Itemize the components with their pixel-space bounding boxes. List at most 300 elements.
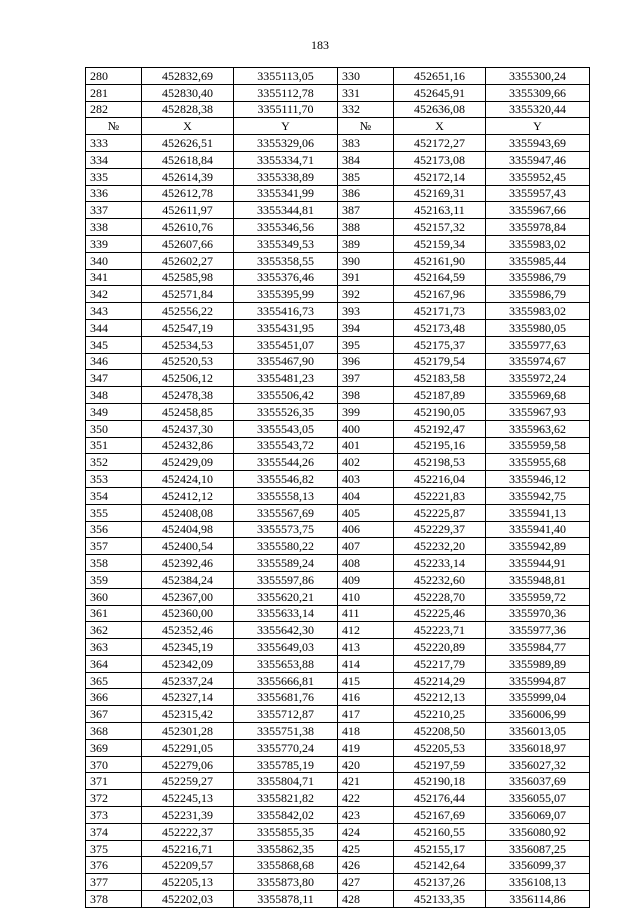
- x-left: 452614,39: [142, 168, 234, 185]
- y-left: 3355770,24: [234, 739, 338, 756]
- x-right: 452157,32: [394, 219, 486, 236]
- y-left: 3355573,75: [234, 521, 338, 538]
- x-right: 452221,83: [394, 487, 486, 504]
- point-number-right: 397: [338, 370, 394, 387]
- point-number-right: 391: [338, 269, 394, 286]
- point-number-left: 352: [86, 454, 142, 471]
- x-right: 452198,53: [394, 454, 486, 471]
- table-row: [86, 689, 590, 706]
- table-row: [86, 353, 590, 370]
- x-right: 452197,59: [394, 756, 486, 773]
- x-right: 452645,91: [394, 84, 486, 101]
- x-right: 452228,70: [394, 588, 486, 605]
- point-number-right: 402: [338, 454, 394, 471]
- table-row: [86, 672, 590, 689]
- point-number-left: 354: [86, 487, 142, 504]
- point-number-right: 406: [338, 521, 394, 538]
- point-number-left: 358: [86, 555, 142, 572]
- point-number-right: 411: [338, 605, 394, 622]
- point-number-left: 364: [86, 655, 142, 672]
- x-left: 452245,13: [142, 790, 234, 807]
- point-number-right: 384: [338, 151, 394, 168]
- header-y-right: Y: [486, 118, 590, 135]
- x-right: 452176,44: [394, 790, 486, 807]
- x-right: 452164,59: [394, 269, 486, 286]
- y-right: 3355946,12: [486, 471, 590, 488]
- point-number-right: 395: [338, 336, 394, 353]
- table-row: [86, 420, 590, 437]
- point-number-right: 389: [338, 235, 394, 252]
- y-right: 3355963,62: [486, 420, 590, 437]
- x-right: 452636,08: [394, 101, 486, 118]
- x-left: 452830,40: [142, 84, 234, 101]
- table-row: [86, 336, 590, 353]
- y-right: 3355309,66: [486, 84, 590, 101]
- x-right: 452651,16: [394, 68, 486, 85]
- y-left: 3355113,05: [234, 68, 338, 85]
- x-left: 452209,57: [142, 857, 234, 874]
- point-number-right: 419: [338, 739, 394, 756]
- point-number-right: 409: [338, 571, 394, 588]
- y-left: 3355338,89: [234, 168, 338, 185]
- x-left: 452832,69: [142, 68, 234, 85]
- point-number-left: 345: [86, 336, 142, 353]
- x-left: 452231,39: [142, 807, 234, 824]
- table-main-section: [86, 135, 590, 908]
- y-right: 3355989,89: [486, 655, 590, 672]
- y-left: 3355804,71: [234, 773, 338, 790]
- x-right: 452167,96: [394, 286, 486, 303]
- point-number-left: 346: [86, 353, 142, 370]
- point-number-left: 343: [86, 303, 142, 320]
- x-right: 452190,05: [394, 403, 486, 420]
- y-left: 3355416,73: [234, 303, 338, 320]
- point-number-right: 417: [338, 706, 394, 723]
- x-left: 452342,09: [142, 655, 234, 672]
- x-left: 452408,08: [142, 504, 234, 521]
- table-row: [86, 504, 590, 521]
- point-number-left: 335: [86, 168, 142, 185]
- x-left: 452205,13: [142, 874, 234, 891]
- point-number-left: 341: [86, 269, 142, 286]
- table-row: [86, 135, 590, 152]
- x-right: 452220,89: [394, 639, 486, 656]
- table-row: [86, 706, 590, 723]
- y-right: 3356080,92: [486, 823, 590, 840]
- point-number-left: 371: [86, 773, 142, 790]
- x-right: 452232,20: [394, 538, 486, 555]
- y-right: 3355978,84: [486, 219, 590, 236]
- point-number-right: 410: [338, 588, 394, 605]
- point-number-right: 412: [338, 622, 394, 639]
- header-x-left: X: [142, 118, 234, 135]
- x-right: 452169,31: [394, 185, 486, 202]
- x-right: 452214,29: [394, 672, 486, 689]
- point-number-left: 334: [86, 151, 142, 168]
- y-left: 3355842,02: [234, 807, 338, 824]
- point-number-left: 333: [86, 135, 142, 152]
- x-right: 452161,90: [394, 252, 486, 269]
- x-left: 452367,00: [142, 588, 234, 605]
- y-right: 3355974,67: [486, 353, 590, 370]
- x-left: 452547,19: [142, 319, 234, 336]
- table-row: [86, 269, 590, 286]
- point-number-left: 375: [86, 840, 142, 857]
- x-right: 452142,64: [394, 857, 486, 874]
- x-left: 452571,84: [142, 286, 234, 303]
- table-row: [86, 185, 590, 202]
- x-right: 452208,50: [394, 723, 486, 740]
- point-number-right: 400: [338, 420, 394, 437]
- point-number-right: 407: [338, 538, 394, 555]
- x-left: 452478,38: [142, 387, 234, 404]
- x-left: 452301,28: [142, 723, 234, 740]
- y-left: 3355712,87: [234, 706, 338, 723]
- table-row: [86, 723, 590, 740]
- y-right: 3355984,77: [486, 639, 590, 656]
- point-number-left: 280: [86, 68, 142, 85]
- point-number-left: 348: [86, 387, 142, 404]
- y-right: 3356027,32: [486, 756, 590, 773]
- table-row: [86, 521, 590, 538]
- y-left: 3355821,82: [234, 790, 338, 807]
- y-left: 3355546,82: [234, 471, 338, 488]
- table-row: [86, 235, 590, 252]
- x-right: 452192,47: [394, 420, 486, 437]
- y-right: 3355320,44: [486, 101, 590, 118]
- x-right: 452232,60: [394, 571, 486, 588]
- x-right: 452167,69: [394, 807, 486, 824]
- x-left: 452618,84: [142, 151, 234, 168]
- y-right: 3355969,68: [486, 387, 590, 404]
- table-row: [86, 219, 590, 236]
- y-right: 3355994,87: [486, 672, 590, 689]
- table-row: [86, 437, 590, 454]
- point-number-right: 415: [338, 672, 394, 689]
- table-row: [86, 84, 590, 101]
- x-right: 452212,13: [394, 689, 486, 706]
- y-right: 3355977,36: [486, 622, 590, 639]
- point-number-right: 408: [338, 555, 394, 572]
- y-right: 3356013,05: [486, 723, 590, 740]
- y-left: 3355653,88: [234, 655, 338, 672]
- table-row: [86, 807, 590, 824]
- table-row: [86, 370, 590, 387]
- point-number-right: 387: [338, 202, 394, 219]
- point-number-right: 427: [338, 874, 394, 891]
- table-row: [86, 605, 590, 622]
- point-number-left: 360: [86, 588, 142, 605]
- point-number-left: 363: [86, 639, 142, 656]
- table-row: [86, 68, 590, 85]
- point-number-left: 356: [86, 521, 142, 538]
- table-row: [86, 571, 590, 588]
- point-number-right: 385: [338, 168, 394, 185]
- point-number-right: 399: [338, 403, 394, 420]
- y-right: 3355983,02: [486, 235, 590, 252]
- point-number-right: 422: [338, 790, 394, 807]
- table-row: [86, 739, 590, 756]
- y-right: 3355999,04: [486, 689, 590, 706]
- point-number-left: 377: [86, 874, 142, 891]
- point-number-right: 414: [338, 655, 394, 672]
- point-number-left: 337: [86, 202, 142, 219]
- y-left: 3355112,78: [234, 84, 338, 101]
- x-right: 452183,58: [394, 370, 486, 387]
- y-right: 3355959,58: [486, 437, 590, 454]
- point-number-right: 401: [338, 437, 394, 454]
- y-right: 3355942,89: [486, 538, 590, 555]
- x-left: 452345,19: [142, 639, 234, 656]
- point-number-left: 378: [86, 891, 142, 908]
- point-number-left: 367: [86, 706, 142, 723]
- x-left: 452216,71: [142, 840, 234, 857]
- y-right: 3355947,46: [486, 151, 590, 168]
- y-right: 3355980,05: [486, 319, 590, 336]
- y-left: 3355642,30: [234, 622, 338, 639]
- y-left: 3355543,72: [234, 437, 338, 454]
- x-right: 452173,08: [394, 151, 486, 168]
- y-right: 3355957,43: [486, 185, 590, 202]
- y-left: 3355633,14: [234, 605, 338, 622]
- table-row: [86, 286, 590, 303]
- point-number-left: 342: [86, 286, 142, 303]
- point-number-left: 339: [86, 235, 142, 252]
- table-row: [86, 790, 590, 807]
- x-left: 452400,54: [142, 538, 234, 555]
- table-row: [86, 622, 590, 639]
- y-right: 3355943,69: [486, 135, 590, 152]
- point-number-left: 361: [86, 605, 142, 622]
- point-number-right: 413: [338, 639, 394, 656]
- point-number-left: 351: [86, 437, 142, 454]
- x-left: 452534,53: [142, 336, 234, 353]
- table-header-section: [86, 118, 590, 135]
- y-left: 3355855,35: [234, 823, 338, 840]
- x-right: 452163,11: [394, 202, 486, 219]
- point-number-left: 374: [86, 823, 142, 840]
- x-left: 452520,53: [142, 353, 234, 370]
- point-number-left: 349: [86, 403, 142, 420]
- x-left: 452291,05: [142, 739, 234, 756]
- y-left: 3355346,56: [234, 219, 338, 236]
- x-left: 452315,42: [142, 706, 234, 723]
- y-right: 3355300,24: [486, 68, 590, 85]
- table-row: [86, 202, 590, 219]
- point-number-left: 366: [86, 689, 142, 706]
- point-number-right: 392: [338, 286, 394, 303]
- table-row: [86, 151, 590, 168]
- x-left: 452352,46: [142, 622, 234, 639]
- table-top-section: [86, 68, 590, 118]
- y-left: 3355878,11: [234, 891, 338, 908]
- y-right: 3355983,02: [486, 303, 590, 320]
- x-right: 452229,37: [394, 521, 486, 538]
- x-right: 452225,46: [394, 605, 486, 622]
- x-left: 452612,78: [142, 185, 234, 202]
- y-right: 3356055,07: [486, 790, 590, 807]
- y-right: 3355942,75: [486, 487, 590, 504]
- point-number-left: 359: [86, 571, 142, 588]
- table-header-row: [86, 118, 590, 135]
- y-left: 3355358,55: [234, 252, 338, 269]
- header-x-right: X: [394, 118, 486, 135]
- point-number-right: 396: [338, 353, 394, 370]
- table-row: [86, 168, 590, 185]
- point-number-right: 403: [338, 471, 394, 488]
- x-right: 452155,17: [394, 840, 486, 857]
- table-row: [86, 655, 590, 672]
- y-right: 3356006,99: [486, 706, 590, 723]
- point-number-right: 332: [338, 101, 394, 118]
- point-number-left: 370: [86, 756, 142, 773]
- point-number-right: 428: [338, 891, 394, 908]
- x-left: 452392,46: [142, 555, 234, 572]
- y-left: 3355567,69: [234, 504, 338, 521]
- point-number-right: 405: [338, 504, 394, 521]
- y-left: 3355589,24: [234, 555, 338, 572]
- y-left: 3355666,81: [234, 672, 338, 689]
- table-row: [86, 101, 590, 118]
- y-right: 3355972,24: [486, 370, 590, 387]
- x-left: 452506,12: [142, 370, 234, 387]
- x-left: 452458,85: [142, 403, 234, 420]
- point-number-right: 421: [338, 773, 394, 790]
- x-left: 452828,38: [142, 101, 234, 118]
- y-left: 3355329,06: [234, 135, 338, 152]
- point-number-right: 416: [338, 689, 394, 706]
- point-number-left: 372: [86, 790, 142, 807]
- coordinates-table: [85, 67, 590, 908]
- table-row: [86, 840, 590, 857]
- y-left: 3355395,99: [234, 286, 338, 303]
- x-right: 452179,54: [394, 353, 486, 370]
- point-number-right: 424: [338, 823, 394, 840]
- point-number-right: 390: [338, 252, 394, 269]
- table-row: [86, 555, 590, 572]
- point-number-left: 365: [86, 672, 142, 689]
- y-right: 3355970,36: [486, 605, 590, 622]
- y-right: 3356099,37: [486, 857, 590, 874]
- x-left: 452337,24: [142, 672, 234, 689]
- y-right: 3355941,40: [486, 521, 590, 538]
- point-number-left: 347: [86, 370, 142, 387]
- y-left: 3355481,23: [234, 370, 338, 387]
- page-number: 183: [311, 38, 329, 52]
- y-right: 3355967,66: [486, 202, 590, 219]
- table-row: [86, 319, 590, 336]
- x-right: 452187,89: [394, 387, 486, 404]
- x-left: 452556,22: [142, 303, 234, 320]
- x-right: 452171,73: [394, 303, 486, 320]
- x-left: 452611,97: [142, 202, 234, 219]
- point-number-left: 282: [86, 101, 142, 118]
- point-number-left: 350: [86, 420, 142, 437]
- y-left: 3355526,35: [234, 403, 338, 420]
- x-left: 452610,76: [142, 219, 234, 236]
- point-number-left: 373: [86, 807, 142, 824]
- y-left: 3355467,90: [234, 353, 338, 370]
- x-right: 452225,87: [394, 504, 486, 521]
- y-left: 3355681,76: [234, 689, 338, 706]
- x-right: 452205,53: [394, 739, 486, 756]
- y-right: 3356037,69: [486, 773, 590, 790]
- y-right: 3355948,81: [486, 571, 590, 588]
- point-number-right: 398: [338, 387, 394, 404]
- point-number-right: 418: [338, 723, 394, 740]
- table-row: [86, 252, 590, 269]
- y-left: 3355341,99: [234, 185, 338, 202]
- x-left: 452327,14: [142, 689, 234, 706]
- x-right: 452216,04: [394, 471, 486, 488]
- point-number-left: 368: [86, 723, 142, 740]
- table-row: [86, 857, 590, 874]
- header-num-left: №: [86, 118, 142, 135]
- point-number-right: 420: [338, 756, 394, 773]
- y-left: 3355111,70: [234, 101, 338, 118]
- point-number-right: 330: [338, 68, 394, 85]
- point-number-left: 369: [86, 739, 142, 756]
- header-y-left: Y: [234, 118, 338, 135]
- table-row: [86, 773, 590, 790]
- x-left: 452202,03: [142, 891, 234, 908]
- y-left: 3355544,26: [234, 454, 338, 471]
- y-left: 3355558,13: [234, 487, 338, 504]
- y-right: 3356018,97: [486, 739, 590, 756]
- y-left: 3355543,05: [234, 420, 338, 437]
- y-right: 3355986,79: [486, 269, 590, 286]
- point-number-left: 376: [86, 857, 142, 874]
- x-left: 452432,86: [142, 437, 234, 454]
- x-left: 452360,00: [142, 605, 234, 622]
- y-left: 3355344,81: [234, 202, 338, 219]
- x-right: 452233,14: [394, 555, 486, 572]
- x-right: 452217,79: [394, 655, 486, 672]
- y-right: 3355977,63: [486, 336, 590, 353]
- point-number-right: 386: [338, 185, 394, 202]
- point-number-left: 355: [86, 504, 142, 521]
- y-right: 3355967,93: [486, 403, 590, 420]
- point-number-right: 393: [338, 303, 394, 320]
- y-right: 3355955,68: [486, 454, 590, 471]
- y-right: 3355986,79: [486, 286, 590, 303]
- point-number-right: 388: [338, 219, 394, 236]
- point-number-left: 338: [86, 219, 142, 236]
- y-right: 3355959,72: [486, 588, 590, 605]
- y-left: 3355649,03: [234, 639, 338, 656]
- point-number-left: 340: [86, 252, 142, 269]
- point-number-right: 331: [338, 84, 394, 101]
- x-left: 452602,27: [142, 252, 234, 269]
- y-left: 3355334,71: [234, 151, 338, 168]
- x-right: 452190,18: [394, 773, 486, 790]
- point-number-right: 404: [338, 487, 394, 504]
- table-row: [86, 538, 590, 555]
- x-left: 452437,30: [142, 420, 234, 437]
- y-right: 3356087,25: [486, 840, 590, 857]
- x-right: 452173,48: [394, 319, 486, 336]
- header-num-right: №: [338, 118, 394, 135]
- x-right: 452133,35: [394, 891, 486, 908]
- x-left: 452607,66: [142, 235, 234, 252]
- point-number-left: 344: [86, 319, 142, 336]
- table-row: [86, 471, 590, 488]
- y-right: 3355941,13: [486, 504, 590, 521]
- point-number-left: 281: [86, 84, 142, 101]
- x-right: 452223,71: [394, 622, 486, 639]
- y-left: 3355349,53: [234, 235, 338, 252]
- point-number-left: 357: [86, 538, 142, 555]
